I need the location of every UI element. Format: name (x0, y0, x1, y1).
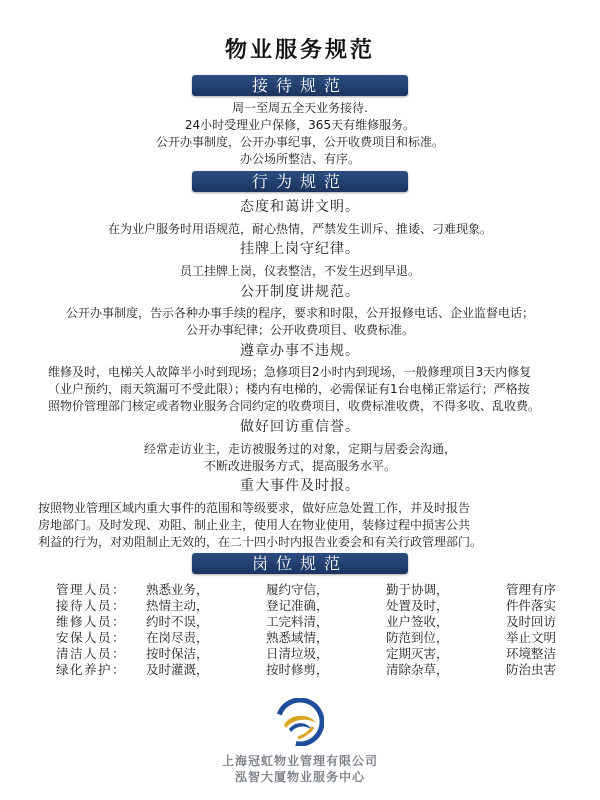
behavior-item-line: 公开办事制度，告示各种办事手续的程序，要求和时限，公开报修电话、企业监督电话； (65, 306, 534, 320)
position-duty: 及时回访 (505, 614, 556, 629)
footer-company-name: 上海冠虹物业管理有限公司 (221, 754, 378, 768)
behavior-item-line: 公开办事纪律；公开收费项目、收费标准。 (185, 323, 414, 337)
position-row (56, 630, 556, 646)
behavior-item-line: 利益的行为，对劝阻制止无效的，在二十四小时内报告业委会和有关行政管理部门。 (38, 535, 483, 549)
section-banner-positions: 岗位规范 (192, 553, 408, 574)
position-duty: 在岗尽责， (146, 630, 209, 645)
position-duty: 及时灌溉， (146, 662, 209, 677)
behavior-item-line: 在为业户服务时用语规范，耐心热情，严禁发生训斥、推诿、刁难现象。 (107, 222, 492, 236)
reception-line: 周一至周五全天业务接待. (232, 101, 368, 115)
position-role: 绿化养护： (56, 662, 127, 677)
footer-center-name: 泓智大厦物业服务中心 (234, 770, 365, 784)
behavior-item-title: 做好回访重信誉。 (240, 419, 360, 435)
position-duty: 按时修剪， (265, 662, 329, 677)
position-row (56, 582, 556, 598)
behavior-item-title: 重大事件及时报。 (240, 478, 360, 494)
position-row (56, 598, 556, 614)
reception-line: 公开办事制度，公开办事纪事，公开收费项目和标准。 (155, 135, 444, 149)
reception-line: 办公场所整洁、有序。 (239, 152, 360, 166)
behavior-item-line: 员工挂牌上岗，仪表整洁，不发生迟到早退。 (179, 264, 420, 278)
positions-table (56, 582, 556, 678)
position-role: 安保人员： (56, 630, 127, 645)
position-duty: 熟悉域情， (265, 630, 329, 645)
position-duty: 登记准确， (265, 598, 329, 613)
position-row (56, 646, 556, 662)
behavior-item-line: 房地部门。及时发现、劝阻、制止业主，使用人在物业使用，装修过程中损害公共 (38, 518, 471, 532)
behavior-item-line: （业户预约，雨天筑漏可不受此限）；楼内有电梯的，必需保证有1台电梯正常运行；严格按 (48, 382, 530, 396)
position-role: 维修人员： (56, 614, 127, 629)
position-duty: 管理有序 (505, 582, 556, 597)
position-duty: 定期灭害， (385, 646, 449, 661)
position-duty: 按时保洁， (146, 646, 209, 661)
swirl-logo-icon (276, 698, 324, 746)
position-duty: 热情主动， (146, 598, 209, 613)
section-banner-reception: 接待规范 (192, 75, 408, 96)
position-duty: 勤于协调， (385, 582, 449, 597)
behavior-item-line: 维修及时，电梯关人故障半小时到现场；急修项目2小时内到现场，一般修理项目3天内修复 (48, 365, 532, 379)
position-role: 管理人员： (56, 582, 127, 597)
company-logo (276, 698, 324, 746)
section-banner-behavior: 行为规范 (192, 171, 408, 192)
position-duty: 工完料清， (265, 614, 329, 629)
behavior-item-title: 态度和蔼讲文明。 (240, 199, 360, 215)
position-duty: 环境整洁 (505, 646, 556, 661)
position-duty: 约时不误， (146, 614, 209, 629)
position-duty: 举止文明 (505, 630, 556, 645)
behavior-item-line: 照物价管理部门核定或者物业服务合同约定的收费项目，收费标准收费，不得多收、乱收费。 (48, 399, 541, 413)
position-role: 接待人员： (56, 598, 127, 613)
position-duty: 业户签收， (385, 614, 449, 629)
position-duty: 防范到位， (385, 630, 449, 645)
position-duty: 处置及时， (385, 598, 449, 613)
position-duty: 清除杂草， (385, 662, 449, 677)
behavior-item-title: 挂牌上岗守纪律。 (240, 241, 360, 257)
page-title: 物业服务规范 (224, 38, 375, 63)
position-duty: 防治虫害 (505, 662, 556, 677)
position-row (56, 614, 556, 630)
behavior-item-line: 经常走访业主，走访被服务过的对象，定期与居委会沟通， (143, 442, 456, 456)
position-duty: 履约守信， (265, 582, 329, 597)
behavior-item-line: 不断改进服务方式，提高服务水平。 (203, 459, 396, 473)
behavior-item-title: 公开制度讲规范。 (240, 284, 360, 300)
position-duty: 件件落实 (505, 598, 556, 613)
behavior-item-title: 遵章办事不违规。 (240, 343, 360, 359)
position-duty: 熟悉业务， (146, 582, 209, 597)
position-role: 清洁人员： (56, 646, 127, 661)
position-duty: 日清垃圾， (265, 646, 329, 661)
behavior-item-line: 按照物业管理区域内重大事件的范围和等级要求，做好应急处置工作，并及时报告 (38, 501, 471, 515)
position-row (56, 662, 556, 678)
reception-line: 24小时受理业户保修，365天有维修服务。 (184, 118, 416, 132)
